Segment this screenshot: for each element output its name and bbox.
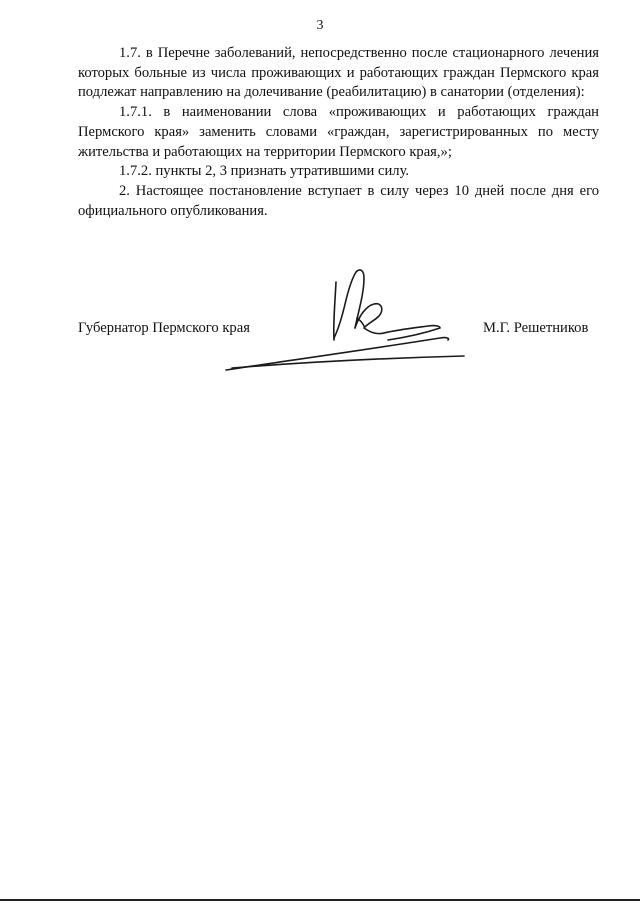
paragraph-1-7: 1.7. в Перечне заболеваний, непосредственно после стационарного лечения которых больные из числа проживающих и работающих граждан Пермского края подлежат направлению на долечивание (реабилитацию) в санатории (отделения): — [78, 45, 599, 101]
paragraph-2: 2. Настоящее постановление вступает в силу через 10 дней после дня его официального опубликования. — [78, 182, 599, 219]
page-number: 3 — [316, 18, 324, 33]
paragraph-1-7-1: 1.7.1. в наименовании слова «проживающих и работающих граждан Пермского края» заменить словами «граждан, зарегистрированных по месту жительства и работающих на территории Пермского края,»; — [78, 104, 599, 160]
page-bottom-edge — [0, 899, 640, 901]
handwritten-signature — [218, 258, 478, 376]
paragraph-1-7-2: 1.7.2. пункты 2, 3 признать утратившими силу. — [119, 163, 410, 180]
signer-title: Губернатор Пермского края — [78, 320, 250, 336]
signer-name: М.Г. Решетников — [483, 320, 589, 336]
